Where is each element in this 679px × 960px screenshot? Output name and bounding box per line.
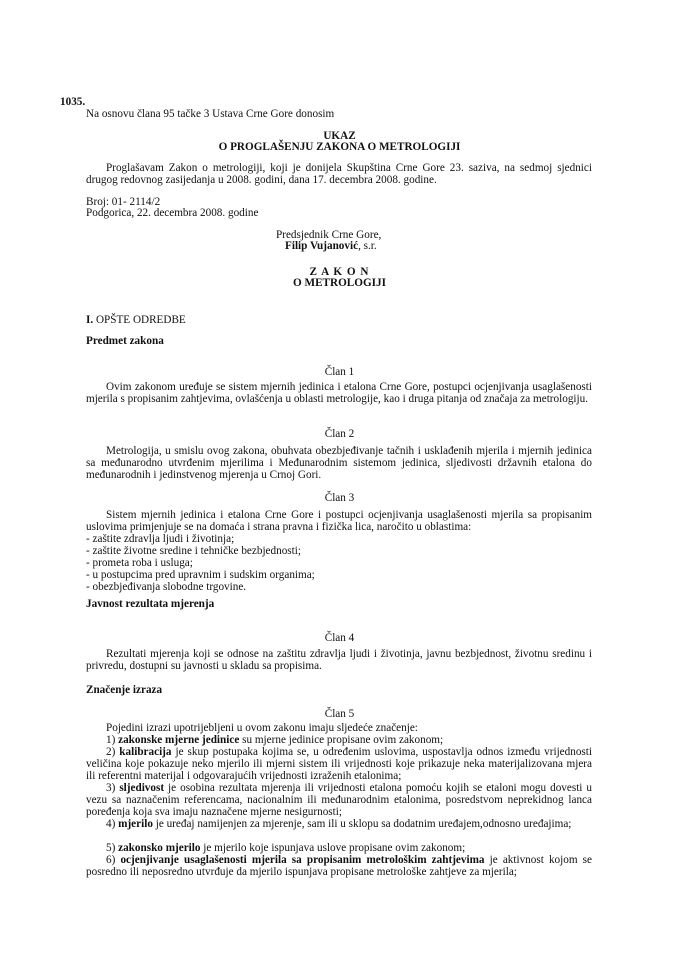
definition-4 (86, 818, 592, 830)
president-name: Filip Vujanović (285, 240, 359, 252)
ukaz-subtitle: O PROGLAŠENJU ZAKONA O METROLOGIJI (218, 141, 461, 153)
definition-number: 1) (106, 734, 119, 746)
definition-term: ocjenjivanje usaglašenosti mjerila sa propisanim metrološkim zahtjevima (120, 854, 485, 866)
definition-text: su mjerne jedinice propisane ovim zakonom; (239, 734, 444, 746)
heading-predmet: Predmet zakona (86, 335, 164, 347)
definition-term: zakonske mjerne jedinice (118, 734, 240, 746)
clan1-label: Član 1 (324, 366, 355, 378)
definition-text: je aktivnost kojom se posredno ili neposredno utvrđuje da mjerilo ispunjava propisane metrološke zahtjeve za mjerila; (86, 854, 592, 878)
definition-term: mjerilo (118, 818, 153, 830)
clan3-label: Član 3 (324, 492, 355, 504)
proclamation-text: Proglašavam Zakon o metrologiji, koji je donijela Skupština Crne Gore 23. saziva, na sedmoj sjednici drugog redovnog zasijedanja u 2008. godini, dana 17. decembra 2008. godine. (86, 162, 592, 186)
heading-znacenje: Značenje izraza (86, 684, 163, 696)
list-item: - zaštite životne sredine i tehničke bezbjednosti; (86, 545, 301, 557)
definition-term: kalibracija (119, 746, 172, 758)
clan3-list (86, 533, 592, 593)
definition-6 (86, 854, 592, 878)
clan5-intro-text: Pojedini izrazi upotrijebljeni u ovom zakonu imaju sljedeće značenje: (106, 722, 418, 734)
definition-text: je skup postupaka kojima se, u određenim uslovima, uspostavlja odnos između vrijednosti veličina koje pokazuje neko mjerilo ili mjerni sistem ili vrijednosti koje prikazuje neka materijalizovana mjera ili referentni materijal i odgovarajućih vrijednosti izraženih etalonima; (86, 746, 592, 782)
clan4-text: Rezultati mjerenja koji se odnose na zaštitu zdravlja ljudi i životinja, javnu bezbjednost, životnu sredinu i privredu, dostupni su javnosti u skladu sa propisima. (86, 648, 592, 672)
list-item: - obezbjeđivanja slobodne trgovine. (86, 581, 247, 593)
definition-term: sljedivost (119, 782, 165, 794)
president-signature (285, 240, 377, 252)
place-date-line: Podgorica, 22. decembra 2008. godine (86, 207, 259, 219)
clan4-label: Član 4 (324, 632, 355, 644)
clan2-text: Metrologija, u smislu ovog zakona, obuhvata obezbjeđivanje tačnih i usklađenih mjerila i mjernih jedinica sa međunarodno utvrđenim mjerilima i Međunarodnim sistemom jedinica, sljedivosti državnih etalona do međunarodnih i jedinstvenog mjerenja u Crnoj Gori. (86, 445, 592, 481)
intro-line: Na osnovu člana 95 tačke 3 Ustava Crne Gore donosim (86, 108, 335, 120)
definition-1 (86, 734, 592, 746)
clan3-text: Sistem mjernih jedinica i etalona Crne Gore i postupci ocjenjivanja usaglašenosti mjerila sa propisanim uslovima primjenjuje se na domaća i strana pravna i fizička lica, naročito u oblastima: (86, 509, 592, 533)
clan4-paragraph (86, 648, 592, 672)
list-item: - zaštite zdravlja ljudi i životinja; (86, 533, 235, 545)
broj-line: Broj: 01- 2114/2 (86, 196, 161, 208)
section-title: OPŠTE ODREDBE (93, 314, 186, 326)
president-title: Predsjednik Crne Gore, (276, 229, 382, 241)
clan3-paragraph (86, 509, 592, 533)
clan1-text: Ovim zakonom uređuje se sistem mjernih jedinica i etalona Crne Gore, postupci ocjenjivanja usaglašenosti mjerila s propisanim zahtjevima, ovlašćenja u oblasti metrologije, kao i druga pitanja od značaja za metrologiju. (86, 381, 592, 405)
definition-text: je mjerilo koje ispunjava uslove propisane ovim zakonom; (200, 842, 466, 854)
definition-number: 4) (106, 818, 119, 830)
clan2-paragraph (86, 445, 592, 481)
clan5-intro (86, 722, 592, 734)
ukaz-title: UKAZ (323, 130, 356, 142)
clan5-label: Član 5 (324, 708, 355, 720)
definition-number: 3) (106, 782, 120, 794)
definition-number: 2) (106, 746, 120, 758)
definition-3 (86, 782, 592, 818)
zakon-subtitle: O METROLOGIJI (293, 277, 386, 289)
zakon-title: Z A K O N (309, 266, 370, 278)
section-number: I. (86, 314, 94, 326)
clan2-label: Član 2 (324, 428, 355, 440)
list-item: - u postupcima pred upravnim i sudskim organima; (86, 569, 315, 581)
definition-5 (86, 842, 592, 854)
definition-term: zakonsko mjerilo (118, 842, 201, 854)
definition-number: 6) (106, 854, 121, 866)
definition-2 (86, 746, 592, 782)
proclamation-paragraph (86, 162, 592, 186)
section-heading-1 (86, 314, 186, 326)
definition-text: je osobina rezultata mjerenja ili vrijednosti etalona pomoću kojih se etaloni mogu dovesti u vezu sa naznačenim referencama, nacionalnim ili međunarodnim etalonima, posredstvom neprekidnog lanca poređenja koja sva imaju naznačene mjerne nesigurnosti; (86, 782, 592, 818)
document-number: 1035. (60, 96, 86, 108)
list-item: - prometa roba i usluga; (86, 557, 193, 569)
clan1-paragraph (86, 381, 592, 405)
definition-text: je uređaj namijenjen za mjerenje, sam ili u sklopu sa dodatnim uređajem,odnosno uređajima; (152, 818, 572, 830)
heading-javnost: Javnost rezultata mjerenja (86, 598, 215, 610)
definition-number: 5) (106, 842, 119, 854)
president-sr: , s.r. (358, 240, 377, 252)
